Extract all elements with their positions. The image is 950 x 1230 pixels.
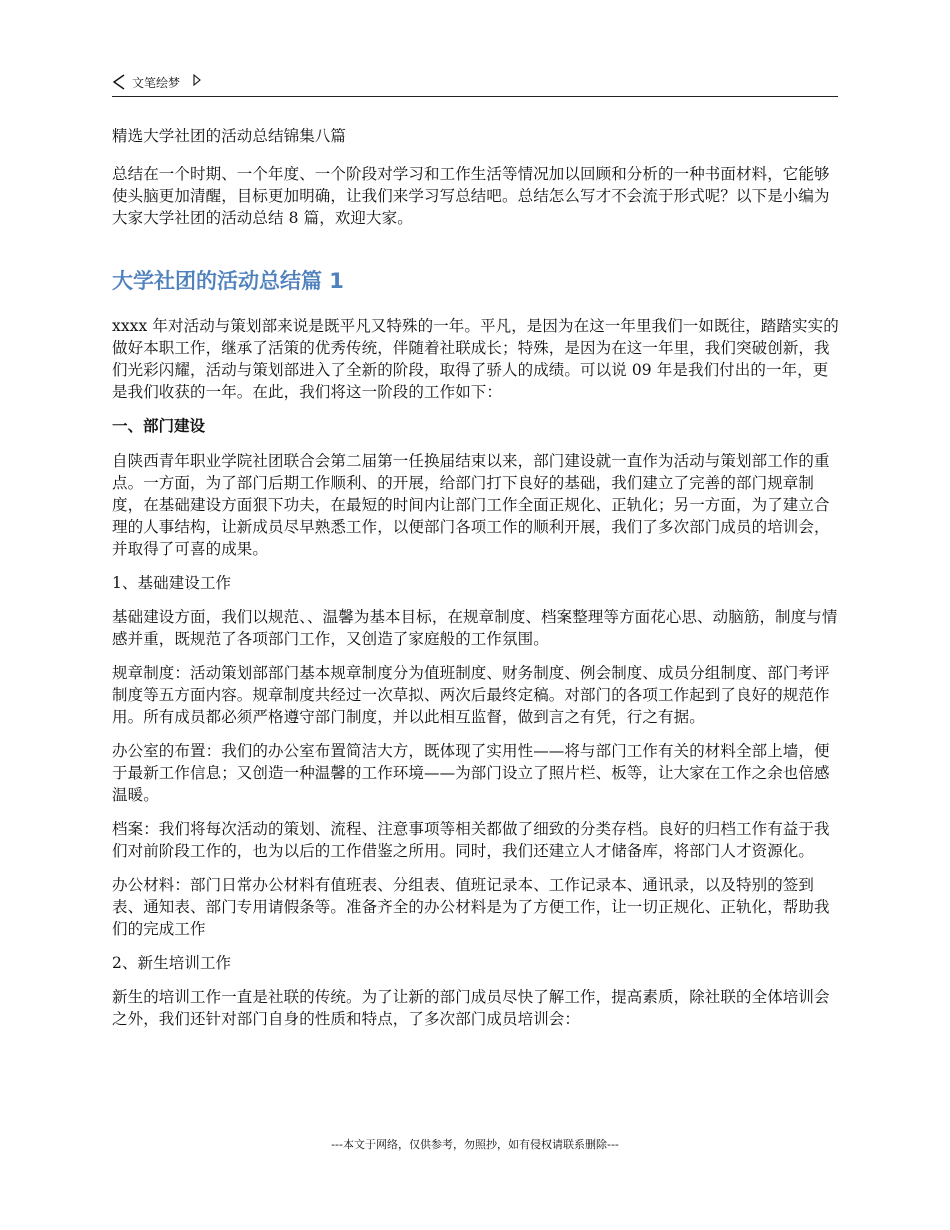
item-1-title: 1、基础建设工作 (112, 574, 232, 592)
intro-paragraph: 总结在一个时期、一个年度、一个阶段对学习和工作生活等情况加以回顾和分析的一种书面材料，它能够使头脑更加清醒，目标更加明确，让我们来学习写总结吧。总结怎么写才不会流于形式呢？以下是小编为大家大学社团的活动总结 8 篇，欢迎大家。 (112, 165, 830, 227)
item-2-body: 新生的培训工作一直是社联的传统。为了让新的部门成员尽快了解工作，提高素质，除社联的全体培训会之外，我们还针对部门自身的性质和特点，了多次部门成员培训会： (112, 988, 830, 1028)
archive-paragraph: 档案：我们将每次活动的策划、流程、注意事项等相关都做了细致的分类存档。良好的归档工作有益于我们对前阶段工作的，也为以后的工作借鉴之所用。同时，我们还建立人才储备库，将部门人才资源化。 (112, 820, 830, 860)
left-triangle-icon (112, 74, 126, 90)
item-1-body: 基础建设方面，我们以规范、、温馨为基本目标，在规章制度、档案整理等方面花心思、动脑筋，制度与情感并重，既规范了各项部门工作，又创造了家庭般的工作氛围。 (112, 608, 838, 648)
footer-notice: ---本文于网络，仅供参考，勿照抄，如有侵权请联系删除--- (331, 1138, 619, 1151)
right-triangle-icon (192, 74, 202, 86)
rules-paragraph: 规章制度：活动策划部部门基本规章制度分为值班制度、财务制度、例会制度、成员分组制度、部门考评制度等五方面内容。规章制度共经过一次草拟、两次后最终定稿。对部门的各项工作起到了良好的规范作用。所有成员都必须严格遵守部门制度，并以此相互监督，做到言之有凭，行之有据。 (112, 664, 830, 726)
brand (112, 72, 202, 92)
office-paragraph: 办公室的布置：我们的办公室布置简洁大方，既体现了实用性——将与部门工作有关的材料全部上墙，便于最新工作信息；又创造一种温馨的工作环境——为部门设立了照片栏、板等，让大家在工作之余也倍感温暖。 (112, 742, 830, 804)
document-body (112, 125, 842, 1042)
brand-name: 文笔绘梦 (132, 75, 181, 90)
department-intro-paragraph: 自陕西青年职业学院社团联合会第二届第一任换届结束以来，部门建设就一直作为活动与策划部工作的重点。一方面，为了部门后期工作顺利、的开展，给部门打下良好的基础，我们建立了完善的部门规章制度，在基础建设方面狠下功夫，在最短的时间内让部门工作全面正规化、正轨化；另一方面，为了建立合理的人事结构，让新成员尽早熟悉工作，以便部门各项工作的顺利开展，我们了多次部门成员的培训会，并取得了可喜的成果。 (112, 452, 830, 558)
document-title: 精选大学社团的活动总结锦集八篇 (112, 127, 347, 145)
subheading-department: 一、部门建设 (112, 417, 206, 435)
section-heading: 大学社团的活动总结篇 1 (112, 269, 344, 293)
opening-paragraph: xxxx 年对活动与策划部来说是既平凡又特殊的一年。平凡，是因为在这一年里我们一如既往，踏踏实实的做好本职工作，继承了活策的优秀传统，伴随着社联成长；特殊，是因为在这一年里，我们突破创新，我们光彩闪耀，活动与策划部进入了全新的阶段，取得了骄人的成绩。可以说 09 年是我们付出的一年，更是我们收获的一年。在此，我们将这一阶段的工作如下： (112, 317, 839, 401)
page-header (112, 70, 838, 97)
materials-paragraph: 办公材料：部门日常办公材料有值班表、分组表、值班记录本、工作记录本、通讯录，以及特别的签到表、通知表、部门专用请假条等。准备齐全的办公材料是为了方便工作，让一切正规化、正轨化，帮助我们的完成工作 (112, 876, 830, 938)
item-2-title: 2、新生培训工作 (112, 954, 232, 972)
